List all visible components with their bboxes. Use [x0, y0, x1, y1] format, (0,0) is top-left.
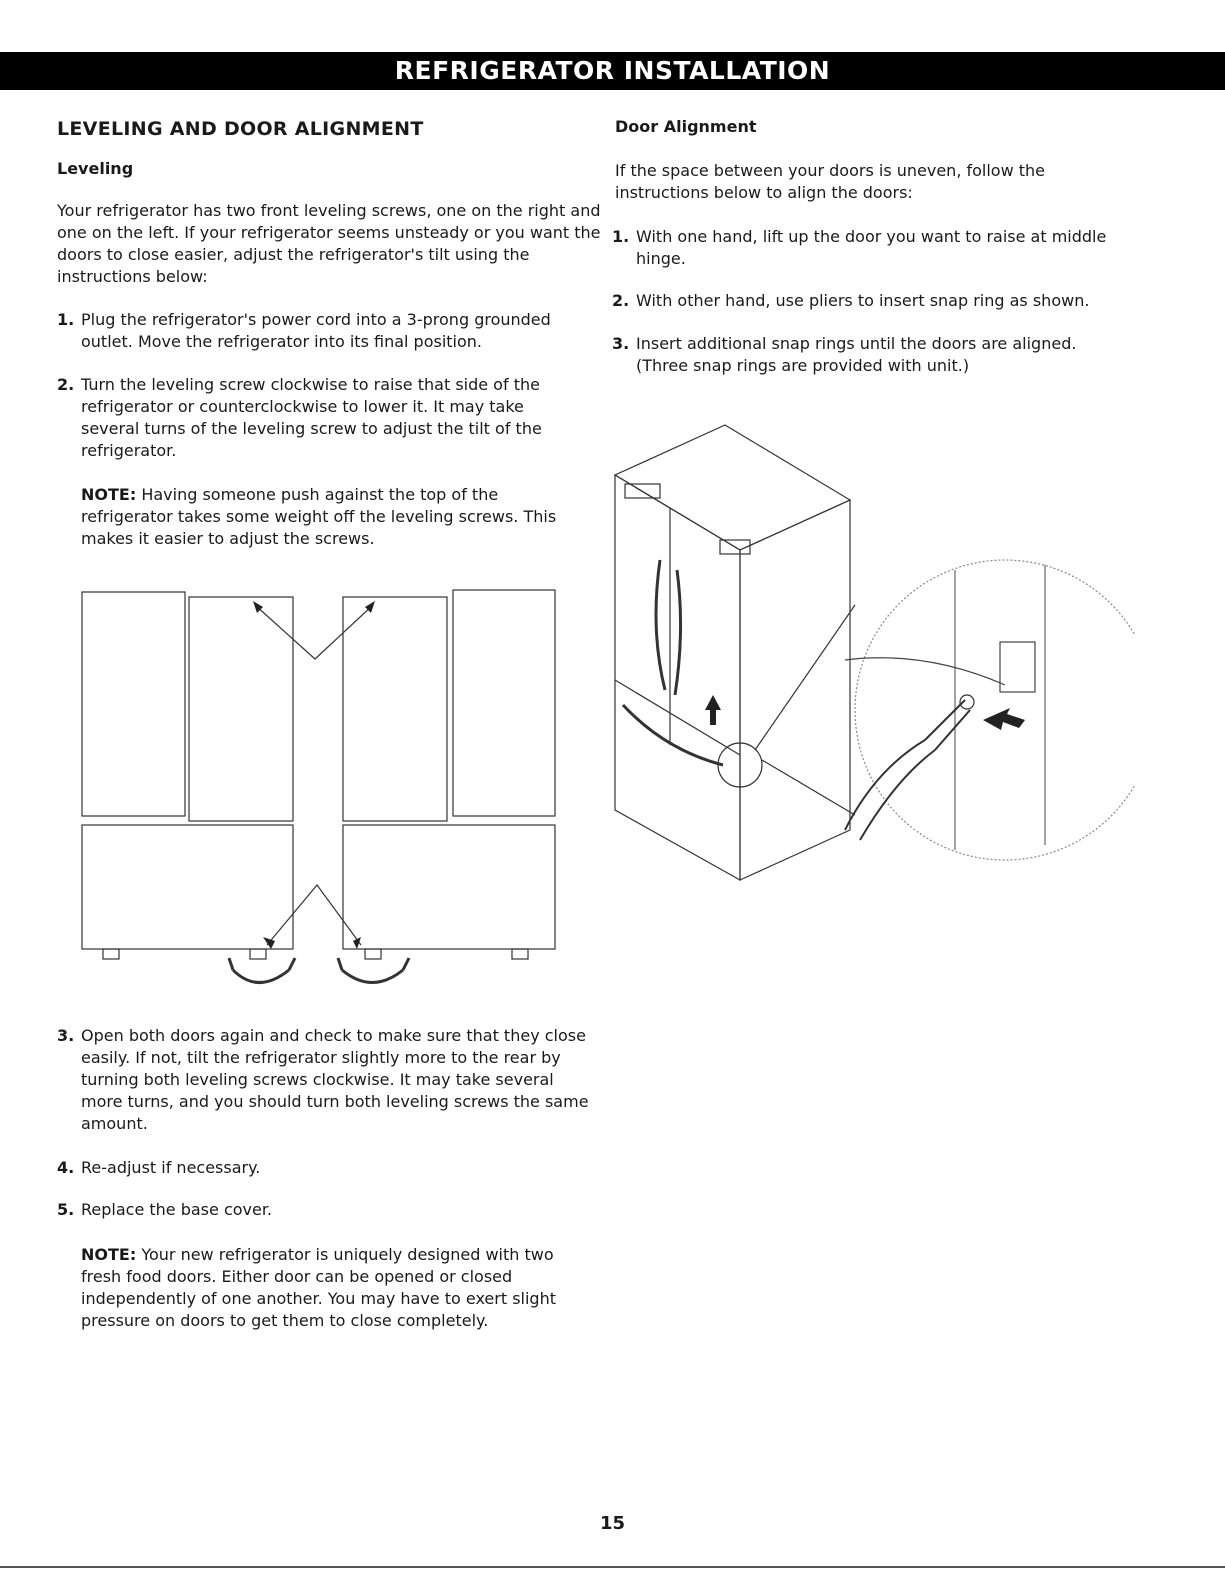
step-text: Open both doors again and check to make sure that they close easily. If not, tilt the refrigerator slightly more to the rear by turning both leveling screws clockwise. It may take several more turns, and you should turn both leveling screws the same amount.	[81, 1026, 589, 1133]
foot-mid-left	[250, 949, 266, 959]
step-number: 1.	[612, 227, 630, 246]
step-text: With other hand, use pliers to insert snap ring as shown.	[636, 291, 1090, 310]
fridge-side	[740, 500, 850, 880]
leveling-step-5	[57, 1199, 597, 1221]
section-title: LEVELING AND DOOR ALIGNMENT	[57, 118, 424, 140]
step-number: 3.	[57, 1026, 75, 1045]
leveling-step-3	[57, 1025, 597, 1135]
step-text: With one hand, lift up the door you want to raise at middle hinge.	[636, 227, 1107, 268]
step-number: 1.	[57, 310, 75, 329]
page-number: 15	[599, 1513, 626, 1534]
leveling-step-1	[57, 309, 592, 353]
bottom-rule	[0, 1566, 1225, 1568]
note-doors	[57, 1244, 596, 1332]
leveling-step-4	[57, 1157, 597, 1179]
door-step-2	[612, 290, 1157, 312]
pointer-line-top	[255, 605, 373, 659]
arrow-head	[263, 937, 275, 949]
foot-mid-right	[365, 949, 381, 959]
fridge-door-left	[189, 597, 293, 821]
fridge-door-right	[343, 597, 447, 821]
rotation-arrow-left	[229, 958, 295, 983]
note-text: Having someone push against the top of the refrigerator takes some weight off the leveling screws. This makes it easier to adjust the screws.	[81, 485, 557, 548]
leveling-step-2	[57, 374, 577, 462]
step-text: Plug the refrigerator's power cord into a 3-prong grounded outlet. Move the refrigerator into its final position.	[81, 310, 551, 351]
note-label: NOTE:	[81, 485, 137, 504]
step-number: 4.	[57, 1158, 75, 1177]
zoom-detail-circle	[855, 560, 1135, 860]
step-number: 3.	[612, 334, 630, 353]
drawer-handle	[623, 705, 723, 765]
pointer-line-bottom	[267, 885, 361, 945]
step-text: Insert additional snap rings until the doors are aligned. (Three snap rings are provided with unit.)	[636, 334, 1077, 375]
note-label: NOTE:	[81, 1245, 137, 1264]
door-step-3	[612, 333, 1122, 377]
subsection-door-alignment: Door Alignment	[615, 117, 757, 136]
foot-left	[103, 949, 119, 959]
freezer-drawer-left	[82, 825, 293, 949]
door-handle	[656, 560, 665, 690]
step-text: Turn the leveling screw clockwise to raise that side of the refrigerator or counterclockwise to lower it. It may take several turns of the leveling screw to adjust the tilt of the refrigerator.	[81, 375, 542, 460]
door-alignment-illustration	[605, 420, 1135, 895]
step-text: Replace the base cover.	[81, 1200, 273, 1219]
page-banner: REFRIGERATOR INSTALLATION	[0, 52, 1225, 90]
freezer-drawer-right	[343, 825, 555, 949]
step-text: Re-adjust if necessary.	[81, 1158, 261, 1177]
rotation-arrow-right	[338, 958, 409, 983]
step-number: 2.	[57, 375, 75, 394]
fridge-side-panel-left	[82, 592, 185, 816]
step-number: 5.	[57, 1200, 75, 1219]
fridge-side-panel-right	[453, 590, 555, 816]
direction-arrow-icon	[983, 708, 1025, 730]
leveling-illustration	[75, 585, 565, 1005]
door-step-1	[612, 226, 1157, 270]
subsection-leveling: Leveling	[57, 159, 134, 178]
door-alignment-intro: If the space between your doors is uneven, follow the instructions below to align the doors:	[615, 161, 1046, 202]
fridge-top	[615, 425, 850, 550]
leveling-intro: Your refrigerator has two front leveling screws, one on the right and one on the left. If your refrigerator seems unsteady or you want the doors to close easier, adjust the refrigerator's tilt using the instructions below:	[57, 201, 601, 286]
step-number: 2.	[612, 291, 630, 310]
up-arrow-icon	[705, 695, 721, 725]
note-text: Your new refrigerator is uniquely designed with two fresh food doors. Either door can be opened or closed independently of one another. You may have to exert slight pressure on doors to get them to close completely.	[81, 1245, 556, 1330]
door-handle	[675, 570, 681, 695]
foot-right	[512, 949, 528, 959]
note-leveling	[57, 484, 586, 550]
